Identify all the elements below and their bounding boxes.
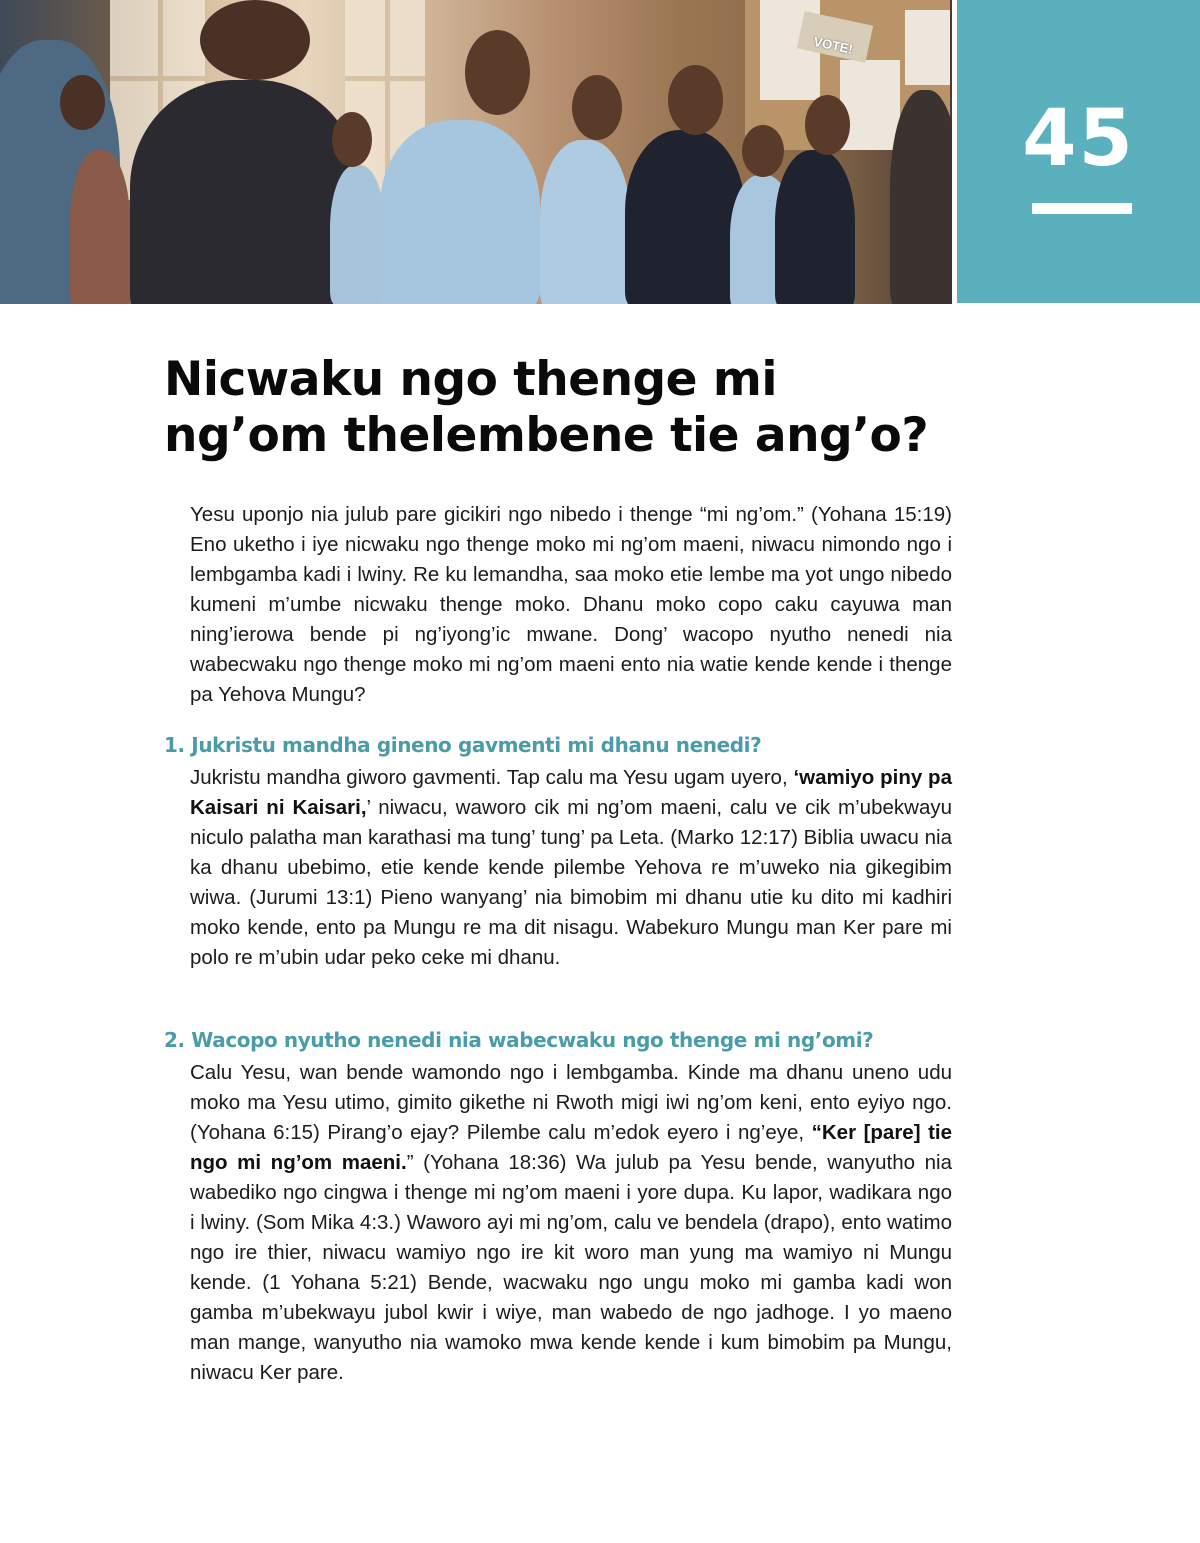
answer-2-text-cont: ” (Yohana 18:36) Wa julub pa Yesu bende, wanyutho nia wabediko ngo cingwa i thenge mi ng’om maeni i yore dupa. Ku lapor, wadikara ngo i lwiny. (Som Mika 4:3.) Waworo ayi mi ng’om, calu ve bendela (drapo), ento watimo ngo ire thier, niwacu wamiyo ngo ire kit woro man yung ma wamiyo ni Mungu kende. (1 Yohana 5:21) Bende, wacwaku ngo ungu moko mi gamba kadi won gamba m’ubekwayu jubol kwir i wiye, man wabedo de ngo jadhoge. I yo maeno man mange, wanyutho nia wamoko mwa kende kende i kum bimobim pa Mungu, niwacu Ker pare. — [190, 1151, 952, 1384]
answer-1 — [190, 763, 952, 973]
chapter-number: 45 — [1022, 94, 1135, 184]
person — [540, 140, 630, 304]
person-head — [332, 112, 372, 167]
lesson-title: Nicwaku ngo thenge mi ng’om thelembene tie ang’o? — [164, 352, 929, 463]
person-head — [572, 75, 622, 140]
answer-1-text: Jukristu mandha giworo gavmenti. Tap calu ma Yesu ugam uyero, — [190, 766, 794, 789]
person — [625, 130, 745, 304]
poster — [840, 60, 900, 150]
answer-2-text: Calu Yesu, wan bende wamondo ngo i lembgamba. Kinde ma dhanu uneno udu moko ma Yesu utimo, gimito gikethe ni Rwoth migi iwi ng’om keni, ento eyiyo ngo. (Yohana 6:15) Pirang’o ejay? Pilembe calu m’edok eyero i ng’eye, — [190, 1061, 952, 1144]
person — [330, 165, 385, 304]
person — [890, 90, 952, 304]
person-head — [60, 75, 105, 130]
chapter-underline — [1032, 203, 1132, 214]
person — [380, 120, 540, 304]
question-2: 2. Wacopo nyutho nenedi nia wabecwaku ngo thenge mi ng’omi? — [164, 1028, 874, 1052]
intro-paragraph: Yesu uponjo nia julub pare gicikiri ngo nibedo i thenge “mi ng’om.” (Yohana 15:19) Eno uketho i iye nicwaku ngo thenge moko mi ng’om maeni, niwacu nimondo ngo i lembgamba kadi i lwiny. Re ku lemandha, saa moko etie lembe ma yot ungo nibedo kumeni m’umbe nicwaku thenge moko. Dhanu moko copo caku cayuwa man ning’ierowa bende pi ng’iyong’ic mwane. Dong’ wacopo nyutho nenedi nia wabecwaku ngo thenge moko mi ng’om maeni ento nia watie kende kende i thenge pa Yehova Mungu? — [190, 503, 952, 706]
chapter-badge — [957, 0, 1200, 303]
person — [775, 150, 855, 304]
answer-1-text-cont: ’ niwacu, waworo cik mi ng’om maeni, calu ve cik m’ubekwayu niculo palatha man karathasi ma tung’ tung’ pa Leta. (Marko 12:17) Biblia uwacu nia ka dhanu ubebimo, etie kende kende pilembe Yehova re m’uweko nia gikegibim wiwa. (Jurumi 13:1) Pieno wanyang’ nia bimobim mi dhanu utie ku dito mi kadhiri moko kende, ento pa Mungu re ma dit nisagu. Wabekuro Mungu man Ker pare mi polo re m’ubin udar peko ceke mi dhanu. — [190, 796, 952, 969]
person — [130, 80, 360, 304]
answer-2 — [190, 1058, 952, 1388]
poster — [905, 10, 950, 85]
question-1: 1. Jukristu mandha gineno gavmenti mi dhanu nenedi? — [164, 733, 762, 757]
person-head — [742, 125, 784, 177]
person-head — [200, 0, 310, 80]
header-photo — [0, 0, 952, 304]
person — [70, 150, 130, 304]
person-head — [805, 95, 850, 155]
person-head — [668, 65, 723, 135]
answer-2-emphasis: “Ker [pare] tie ngo mi ng’om maeni. — [190, 1121, 952, 1174]
answer-1-emphasis: ‘wamiyo piny pa Kaisari ni Kaisari, — [190, 766, 952, 819]
person-head — [465, 30, 530, 115]
vote-poster: VOTE! — [797, 11, 873, 63]
